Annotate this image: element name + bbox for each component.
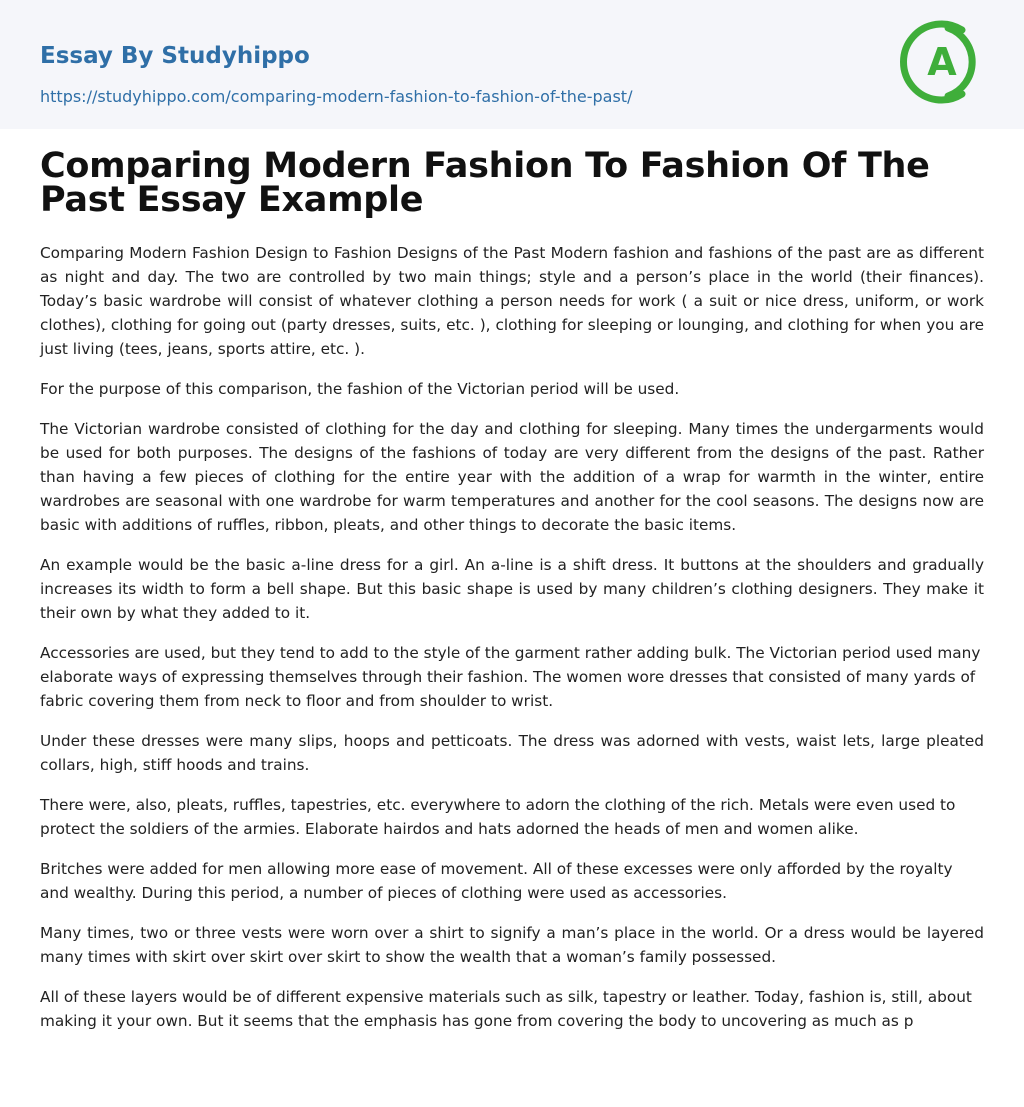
essay-paragraph: Comparing Modern Fashion Design to Fashion Designs of the Past Modern fashion and fashions of the past are as different as night and day. The two are controlled by two main things; style and a person’s place in the world (their finances). Today’s basic wardrobe will consist of whatever clothing a person needs for work ( a suit or nice dress, uniform, or work clothes), clothing for going out (party dresses, suits, etc. ), clothing for sleeping or lounging, and clothing for when you are just living (tees, jeans, sports attire, etc. ). bbox=[40, 244, 984, 358]
site-header bbox=[0, 0, 1024, 129]
essay-paragraph: Britches were added for men allowing more ease of movement. All of these excesses were only afforded by the royalty and wealthy. During this period, a number of pieces of clothing were used as accessories. bbox=[40, 860, 953, 902]
logo-letter: A bbox=[927, 40, 957, 84]
essay-paragraph: There were, also, pleats, ruffles, tapestries, etc. everywhere to adorn the clothing of the rich. Metals were even used to protect the soldiers of the armies. Elaborate hairdos and hats adorned the heads of men and women alike. bbox=[40, 796, 956, 838]
studyhippo-logo-icon[interactable] bbox=[900, 20, 984, 104]
essay-paragraph: Accessories are used, but they tend to add to the style of the garment rather adding bulk. The Victorian period used many elaborate ways of expressing themselves through their fashion. The women wore dresses that consisted of many yards of fabric covering them from neck to floor and from shoulder to wrist. bbox=[40, 644, 981, 710]
source-url-link[interactable]: https://studyhippo.com/comparing-modern-fashion-to-fashion-of-the-past/ bbox=[40, 87, 633, 106]
essay-content bbox=[0, 129, 1024, 1033]
essay-paragraph: For the purpose of this comparison, the fashion of the Victorian period will be used. bbox=[40, 380, 680, 398]
site-brand[interactable]: Essay By Studyhippo bbox=[40, 43, 310, 69]
essay-paragraph: Under these dresses were many slips, hoops and petticoats. The dress was adorned with vests, waist lets, large pleated collars, high, stiff hoods and trains. bbox=[40, 732, 984, 774]
essay-paragraph: All of these layers would be of different expensive materials such as silk, tapestry or leather. Today, fashion is, still, about making it your own. But it seems that the emphasis has gone from covering the body to uncovering as much as p bbox=[40, 988, 972, 1030]
essay-paragraph: An example would be the basic a-line dress for a girl. An a-line is a shift dress. It buttons at the shoulders and gradually increases its width to form a bell shape. But this basic shape is used by many children’s clothing designers. They make it their own by what they added to it. bbox=[40, 556, 984, 622]
essay-paragraph: The Victorian wardrobe consisted of clothing for the day and clothing for sleeping. Many times the undergarments would be used for both purposes. The designs of the fashions of today are very different from the designs of the past. Rather than having a few pieces of clothing for the entire year with the addition of a wrap for warmth in the winter, entire wardrobes are seasonal with one wardrobe for warm temperatures and another for the cool seasons. The designs now are basic with additions of ruffles, ribbon, pleats, and other things to decorate the basic items. bbox=[40, 420, 984, 534]
essay-paragraph: Many times, two or three vests were worn over a shirt to signify a man’s place in the world. Or a dress would be layered many times with skirt over skirt over skirt to show the wealth that a woman’s family possessed. bbox=[40, 924, 984, 966]
essay-title: Comparing Modern Fashion To Fashion Of The Past Essay Example bbox=[40, 146, 930, 220]
